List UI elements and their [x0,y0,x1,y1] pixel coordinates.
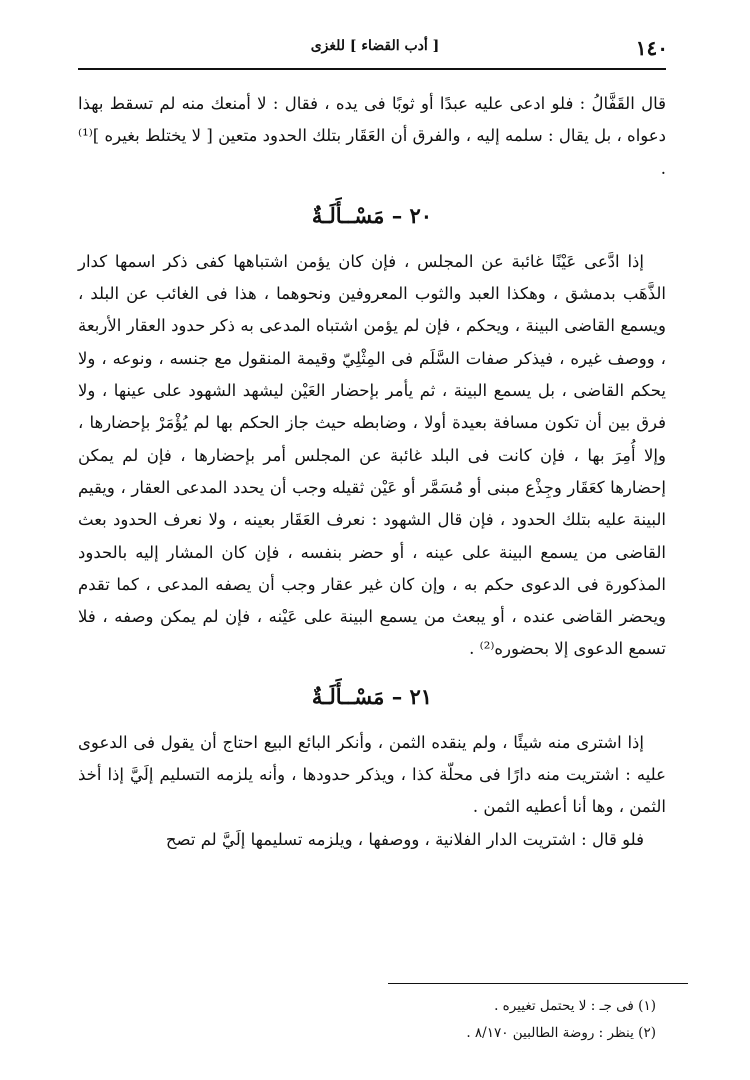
section-21-paragraph-2: فلو قال : اشتريت الدار الفلانية ، ووصفها ، ويلزمه تسليمها إلَيَّ لم تصح [165,829,644,849]
footnote-divider [388,983,688,984]
section-heading-20: ٢٠ – مَسْــأَلَـةٌ [311,202,433,228]
section-20-paragraph: إذا ادَّعى عَيْنًا غائبة عن المجلس ، فإن كان يؤمن اشتباهها كفى ذكر اسمها كدار الذَّهَب بدمشق ، وهكذا العبد والثوب المعروفين ونحوهما ، هذا فى الغائب عن البلد ، ويسمع القاضى البينة ، ويحكم ، فإن لم يؤمن اشتباه المدعى به ذكر حدود العقار الأربعة ، ووصف غيره ، فيذكر صفات السَّلَم فى المِثْلِيّ وقيمة المنقول مع جنسه ، ونوعه ، ولا يحكم القاضى ، بل يسمع البينة ، ثم يأمر بإحضار العَيْن ليشهد الشهود على عينها ، ولا فرق بين أن تكون مسافة بعيدة أولا ، وضابطه حيث جاز الحكم بها لم يُؤْمَرْ بإحضارها ، وإلا أُمِرَ بها ، فإن كانت فى البلد غائبة عن المجلس أمر بإحضارها ، فإن لم يمكن إحضارها كعَقَار وجِذْع مبنى أو مُسَمَّر أو عَيْن ثقيله وجب أن يحدد المدعى العقار ، ويقيم البينة عليه بتلك الحدود ، فإن قال الشهود : نعرف العَقَار بعينه ، ولا نعرف الحدود بعث القاضى من يسمع البينة على عينه ، أو حضر بنفسه ، فإن كان المشار إليه بالحدود المذكورة فى الدعوى حكم به ، وإن كان غير عقار وجب أن يصفه المدعى ، كما تقدم ويحضر القاضى عنده ، أو يبعث من يسمع البينة على عَيْنه ، فإن لم يمكن وصفه ، فلا تسمع الدعوى إلا بحضوره⁽²⁾ . [78,251,666,659]
footnote-2: (٢) ينظر : روضة الطالبين ٨/١٧٠ . [466,1025,656,1041]
intro-paragraph: قال القَفَّالُ : فلو ادعى عليه عبدًا أو ثوبًا فى يده ، فقال : لا أمنعك منه لم تسقط بهذا دعواه ، بل يقال : سلمه إليه ، والفرق أن العَقَار بتلك الحدود متعين [ لا يختلط بغيره ]⁽¹⁾ . [78,94,666,178]
section-heading-21: ٢١ – مَسْــأَلَـةٌ [311,683,433,709]
header-divider [78,68,666,70]
running-title: [ أدب القضاء ] للغزى [310,38,440,54]
page-body [78,88,666,856]
section-21-paragraph-1: إذا اشترى منه شيئًا ، ولم ينقده الثمن ، وأنكر البائع البيع احتاج أن يقول فى الدعوى عليه : اشتريت منه دارًا فى محلّة كذا ، ويذكر حدودها ، وأنه يلزمه التسليم إلَيَّ إذا أخذ الثمن ، وها أنا أعطيه الثمن . [78,732,666,817]
footnote-1: (١) فى جـ : لا يحتمل تغييره . [494,998,656,1014]
page-number: ١٤٠ [635,36,668,60]
